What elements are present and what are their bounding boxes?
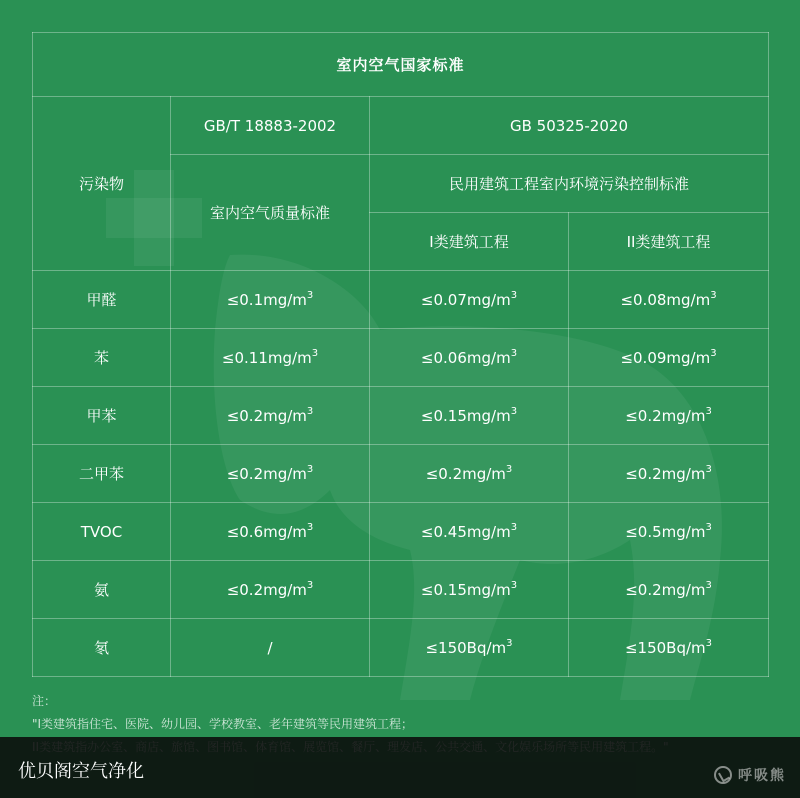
table-title: 室内空气国家标准: [33, 33, 769, 97]
notes-line-1: "I类建筑指住宅、医院、幼儿园、学校教室、老年建筑等民用建筑工程；: [32, 717, 414, 731]
pollutant-header: 污染物: [33, 97, 171, 271]
class1-limit: $\le 0.2mg/m^3$: [370, 445, 569, 503]
gbt-limit: $\le 0.1mg/m^3$: [171, 271, 370, 329]
pollutant-name: 二甲苯: [33, 445, 171, 503]
brand-name: 呼吸熊: [738, 768, 786, 784]
gb-standard-name: 民用建筑工程室内环境污染控制标准: [370, 155, 769, 213]
table-row: [33, 329, 769, 387]
table-row: [33, 271, 769, 329]
air-standard-table-container: [32, 32, 768, 672]
gbt-limit: $\le 0.11mg/m^3$: [171, 329, 370, 387]
air-standard-table: [32, 32, 769, 677]
gbt-limit: $\le 0.2mg/m^3$: [171, 561, 370, 619]
class1-limit: $\le 0.07mg/m^3$: [370, 271, 569, 329]
class2-limit: $\le 0.5mg/m^3$: [569, 503, 769, 561]
pollutant-name: 氨: [33, 561, 171, 619]
gbt-limit: $\le 0.6mg/m^3$: [171, 503, 370, 561]
gbt-limit: $\le 0.2mg/m^3$: [171, 387, 370, 445]
class1-limit: $\le 0.15mg/m^3$: [370, 561, 569, 619]
table-row: [33, 619, 769, 677]
pollutant-name: 甲醛: [33, 271, 171, 329]
class2-limit: $\le 150Bq/m^3$: [569, 619, 769, 677]
pollutant-name: 甲苯: [33, 387, 171, 445]
class2-limit: $\le 0.08mg/m^3$: [569, 271, 769, 329]
gbt-standard-code: GB/T 18883-2002: [171, 97, 370, 155]
gb-standard-code: GB 50325-2020: [370, 97, 769, 155]
gbt-limit: $\le 0.2mg/m^3$: [171, 445, 370, 503]
caption-text: 优贝阁空气净化: [18, 761, 144, 782]
notes-label: 注：: [32, 694, 57, 708]
table-row: [33, 561, 769, 619]
pollutant-name: TVOC: [33, 503, 171, 561]
class1-limit: $\le 0.15mg/m^3$: [370, 387, 569, 445]
gbt-standard-name: 室内空气质量标准: [171, 155, 370, 271]
class1-limit: $\le 0.06mg/m^3$: [370, 329, 569, 387]
pollutant-name: 氡: [33, 619, 171, 677]
gbt-limit: /: [171, 619, 370, 677]
class2-limit: $\le 0.09mg/m^3$: [569, 329, 769, 387]
class2-limit: $\le 0.2mg/m^3$: [569, 561, 769, 619]
caption-bar: [0, 737, 800, 798]
class2-limit: $\le 0.2mg/m^3$: [569, 445, 769, 503]
class2-building-header: II类建筑工程: [569, 213, 769, 271]
brand-logo-icon: [714, 766, 732, 784]
class1-limit: $\le 0.45mg/m^3$: [370, 503, 569, 561]
pollutant-name: 苯: [33, 329, 171, 387]
table-row: [33, 503, 769, 561]
class1-limit: $\le 150Bq/m^3$: [370, 619, 569, 677]
class2-limit: $\le 0.2mg/m^3$: [569, 387, 769, 445]
class1-building-header: I类建筑工程: [370, 213, 569, 271]
table-row: [33, 387, 769, 445]
table-row: [33, 445, 769, 503]
brand-watermark: [714, 765, 786, 785]
